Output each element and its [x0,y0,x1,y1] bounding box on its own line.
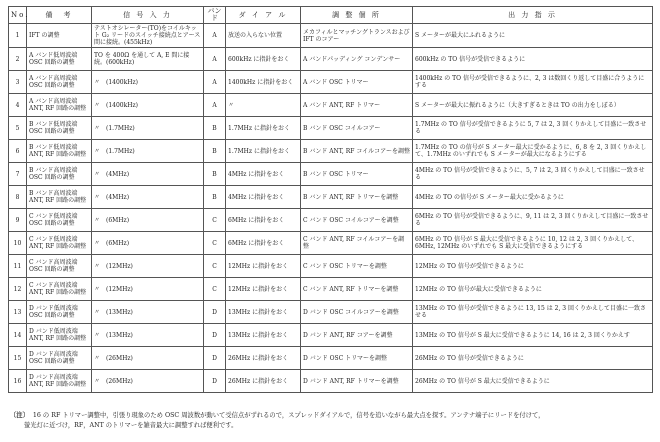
table-row [9,232,653,255]
cell-adjust-point: D バンド OSC コイルコアーを調整 [301,301,413,324]
cell-adjust-point: C バンド ANT, RF コイルコアーを調整 [301,232,413,255]
table-row [9,347,653,370]
cell-band: B [204,140,226,163]
cell-adjust-point: C バンド OSC トリマーを調整 [301,255,413,278]
cell-signal-input: TO を 400Ω を通して A, E 間に接続。(600kHz) [92,48,204,71]
table-row [9,163,653,186]
cell-no: 2 [9,48,27,71]
header-remark: 備 考 [27,7,92,24]
cell-remark: D バンド低周波端 OSC 回路の調整 [27,301,92,324]
cell-output: 13MHz の TO 信号が受信できるように 13, 15 は 2, 3 回くりかえして目盛に一致させる [413,301,653,324]
table-row [9,71,653,94]
cell-no: 3 [9,71,27,94]
cell-dial: 26MHz に指針をおく [226,347,301,370]
footnote-line-2: 螢光灯に近づけ，RF，ANT のトリマーを雑音最大に調整すれば便利です。 [24,422,238,429]
cell-remark: C バンド高周波端 OSC 回路の調整 [27,255,92,278]
cell-output: 4MHz の TO 信号が受信できるように、5, 7 は 2, 3 回くりかえして目盛に一致させる [413,163,653,186]
cell-adjust-point: B バンド OSC コイルコアー [301,117,413,140]
table-row [9,255,653,278]
cell-remark: D バンド高周波端 ANT, RF 回路の調整 [27,370,92,393]
cell-signal-input: 〃 (1.7MHz) [92,117,204,140]
cell-remark: D バンド低周波端 ANT, RF 回路の調整 [27,324,92,347]
header-no: No. [9,7,27,24]
cell-band: B [204,163,226,186]
cell-output: 6MHz の TO 信号が S 最大に受信できるように 10, 12 は 2, 3 回くりかえして、6MHz, 12MHz のいずれでも S 最大に受信できるようにする [413,232,653,255]
footnote-tag: 〔注〕 [10,412,29,419]
cell-output: 6MHz の TO 信号が受信できるように、9, 11 は 2, 3 回くりかえして目盛に一致させる [413,209,653,232]
cell-adjust-point: B バンド ANT, RF コイルコアーを調整 [301,140,413,163]
table-row [9,209,653,232]
cell-adjust-point: D バンド ANT, RF トリマーを調整 [301,370,413,393]
cell-signal-input: 〃 (1.7MHz) [92,140,204,163]
cell-no: 6 [9,140,27,163]
cell-dial: 6MHz に指針をおく [226,232,301,255]
cell-band: B [204,186,226,209]
cell-dial: 4MHz に指針をおく [226,186,301,209]
cell-output: 1400kHz の TO 信号が受信できるように、2, 3 は数回くり返して目盛に合うようにする [413,71,653,94]
cell-remark: A バンド低周波端 OSC 回路の調整 [27,48,92,71]
cell-band: A [204,71,226,94]
cell-signal-input: 〃 (13MHz) [92,324,204,347]
cell-remark: D バンド高周波端 OSC 回路の調整 [27,347,92,370]
cell-band: D [204,347,226,370]
cell-dial: 放送の入らない位置 [226,24,301,48]
cell-dial: 12MHz に指針をおく [226,255,301,278]
header-output-indication: 出 力 指 示 [413,7,653,24]
cell-no: 7 [9,163,27,186]
cell-band: C [204,255,226,278]
cell-dial: 600kHz に指針をおく [226,48,301,71]
cell-band: D [204,301,226,324]
cell-no: 13 [9,301,27,324]
cell-signal-input: 〃 (1400kHz) [92,71,204,94]
cell-dial: 6MHz に指針をおく [226,209,301,232]
cell-signal-input: 〃 (12MHz) [92,255,204,278]
header-signal-input: 信 号 入 力 [92,7,204,24]
cell-signal-input: 〃 (1400kHz) [92,94,204,117]
cell-dial: 26MHz に指針をおく [226,370,301,393]
cell-remark: A バンド高周波端 ANT, RF 回路の調整 [27,94,92,117]
cell-band: C [204,278,226,301]
cell-output: 1.7MHz の TO 信号が受信できるように 5, 7 は 2, 3 回くりかえして目盛に一致させる [413,117,653,140]
cell-band: A [204,48,226,71]
footnote [10,411,650,431]
cell-signal-input: 〃 (6MHz) [92,209,204,232]
table-row [9,117,653,140]
cell-dial: 13MHz に指針をおく [226,301,301,324]
cell-no: 15 [9,347,27,370]
cell-adjust-point: A バンドパッディング コンデンサー [301,48,413,71]
cell-adjust-point: B バンド OSC トリマー [301,163,413,186]
cell-signal-input: 〃 (26MHz) [92,347,204,370]
cell-dial: 〃 [226,94,301,117]
cell-output: 26MHz の TO 信号が S 最大に受信できるように [413,370,653,393]
cell-output: S メーターが最大にふれるように [413,24,653,48]
table-row [9,186,653,209]
cell-signal-input: 〃 (6MHz) [92,232,204,255]
cell-no: 4 [9,94,27,117]
cell-dial: 1400kHz に指針をおく [226,71,301,94]
cell-remark: B バンド低周波端 OSC 回路の調整 [27,117,92,140]
cell-band: C [204,232,226,255]
cell-adjust-point: メカフィルとマッチングトランスおよび IFT のコアー [301,24,413,48]
cell-signal-input: 〃 (26MHz) [92,370,204,393]
table-row [9,324,653,347]
cell-no: 5 [9,117,27,140]
alignment-table-sheet [8,6,652,393]
table-row [9,140,653,163]
cell-output: 12MHz の TO 信号が最大に受信できるように [413,278,653,301]
cell-no: 9 [9,209,27,232]
cell-signal-input: 〃 (13MHz) [92,301,204,324]
cell-band: D [204,370,226,393]
cell-adjust-point: D バンド OSC トリマーを調整 [301,347,413,370]
cell-output: 1.7MHz の TO の信号が S メーター最大に受かるように、6, 8 を 2, 3 回くりかえして、1.7MHz のいずれでも S メーターが最大になるようにする [413,140,653,163]
cell-no: 16 [9,370,27,393]
cell-adjust-point: B バンド ANT, RF トリマーを調整 [301,186,413,209]
table-header-row [9,7,653,24]
cell-adjust-point: C バンド ANT, RF トリマーを調整 [301,278,413,301]
cell-remark: A バンド高周波端 OSC 回路の調整 [27,71,92,94]
cell-output: 600kHz の TO 信号が受信できるように [413,48,653,71]
cell-no: 11 [9,255,27,278]
cell-dial: 1.7MHz に指針をおく [226,140,301,163]
cell-band: A [204,24,226,48]
table-row [9,301,653,324]
header-dial: ダ イ ア ル [226,7,301,24]
cell-output: S メーターが最大に振れるように（大きすぎるときは TO の出力をしぼる） [413,94,653,117]
cell-remark: C バンド低周波端 ANT, RF 回路の調整 [27,232,92,255]
cell-remark: C バンド低周波端 OSC 回路の調整 [27,209,92,232]
alignment-table [8,6,653,393]
cell-output: 13MHz の TO 信号が S 最大に受信できるように 14, 16 は 2, 3 回くりかえす [413,324,653,347]
cell-signal-input: 〃 (4MHz) [92,186,204,209]
cell-no: 8 [9,186,27,209]
cell-output: 4MHz の TO の信号が S メーター最大に受かるように [413,186,653,209]
cell-band: C [204,209,226,232]
table-row [9,48,653,71]
cell-dial: 13MHz に指針をおく [226,324,301,347]
cell-band: B [204,117,226,140]
cell-adjust-point: D バンド ANT, RF コアーを調整 [301,324,413,347]
cell-remark: IFT の調整 [27,24,92,48]
table-row [9,24,653,48]
table-row [9,370,653,393]
cell-output: 12MHz の TO 信号が受信できるように [413,255,653,278]
cell-no: 12 [9,278,27,301]
cell-dial: 4MHz に指針をおく [226,163,301,186]
cell-signal-input: 〃 (4MHz) [92,163,204,186]
header-band: バンド [204,7,226,24]
cell-adjust-point: A バンド ANT, RF トリマー [301,94,413,117]
cell-band: D [204,324,226,347]
cell-output: 26MHz の TO 信号が受信できるように [413,347,653,370]
cell-band: A [204,94,226,117]
table-row [9,94,653,117]
cell-remark: B バンド高周波端 OSC 回路の調整 [27,163,92,186]
cell-signal-input: テストオシレーター(TO)をコイルキット G₂ リードのスイッチ接続点とアース間に接続。(455kHz) [92,24,204,48]
cell-remark: B バンド低周波端 ANT, RF 回路の調整 [27,140,92,163]
cell-remark: B バンド高周波端 ANT, RF 回路の調整 [27,186,92,209]
cell-remark: C バンド高周波端 ANT, RF 回路の調整 [27,278,92,301]
footnote-line-1: 16 の RF トリマー調整中，引張り現象のため OSC 周波数が動いて受信点がずれるので，スプレッドダイアルで，信号を追いながら最大点を探す。アンテナ端子にリードを付けて， [32,412,545,419]
cell-signal-input: 〃 (12MHz) [92,278,204,301]
cell-no: 1 [9,24,27,48]
header-adjust-point: 調 整 個 所 [301,7,413,24]
cell-adjust-point: A バンド OSC トリマー [301,71,413,94]
cell-dial: 12MHz に指針をおく [226,278,301,301]
table-row [9,278,653,301]
cell-no: 14 [9,324,27,347]
cell-adjust-point: C バンド OSC コイルコアーを調整 [301,209,413,232]
cell-dial: 1.7MHz に指針をおく [226,117,301,140]
cell-no: 10 [9,232,27,255]
